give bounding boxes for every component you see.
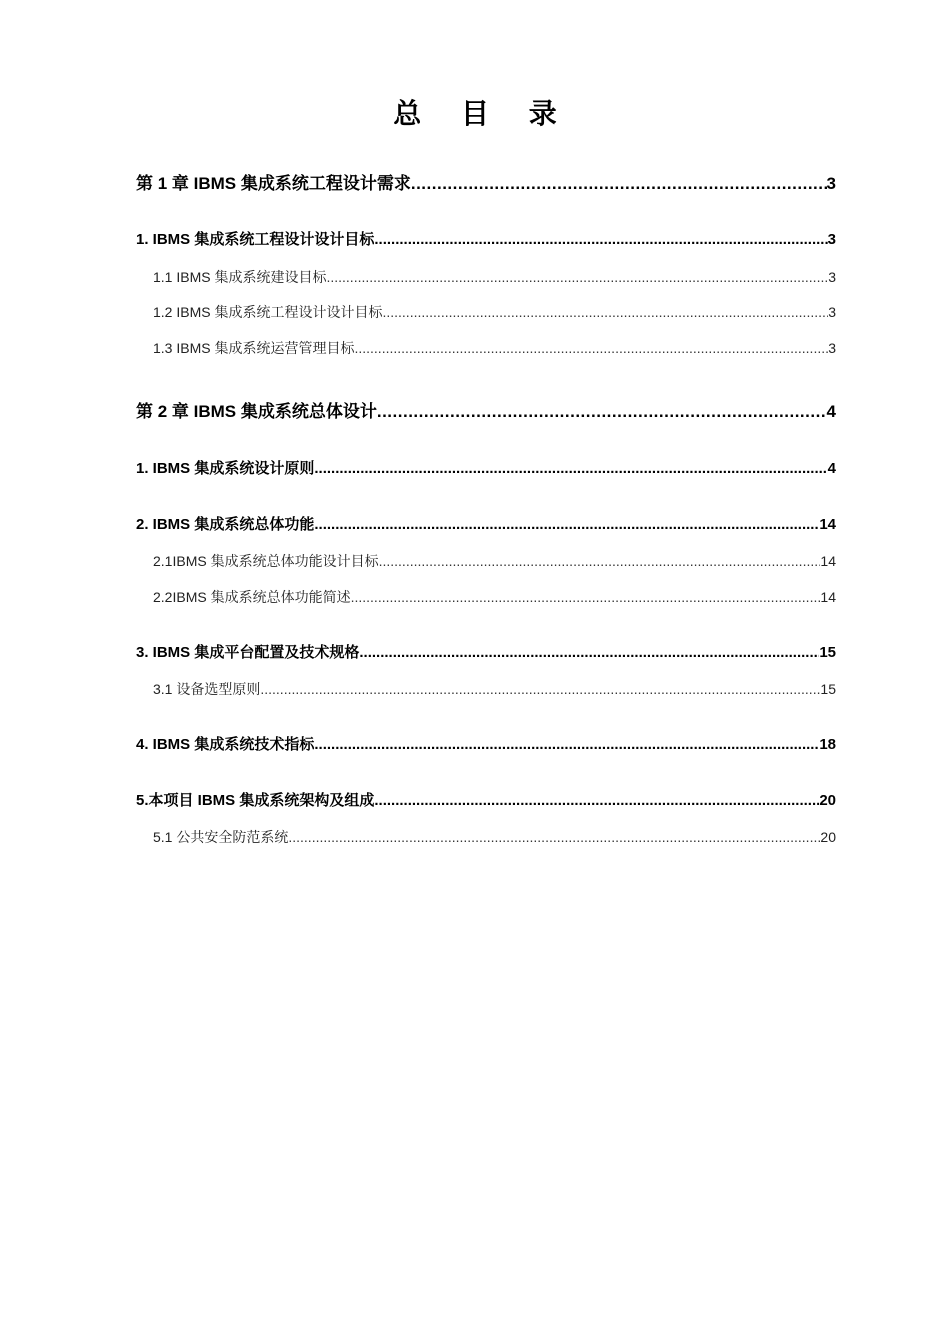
toc-subsection-2-2[interactable]: [153, 585, 836, 609]
toc-leader: [288, 825, 820, 849]
toc-section-2-4[interactable]: [136, 733, 836, 757]
toc-label: 2.2IBMS 集成系统总体功能简述: [153, 589, 351, 605]
toc-section-2-2[interactable]: [136, 513, 836, 537]
toc-chapter-2[interactable]: [136, 400, 836, 424]
toc-label: 1.1 IBMS 集成系统建设目标: [153, 269, 327, 285]
toc-chapter-1[interactable]: [136, 172, 836, 196]
toc-leader: [374, 228, 827, 252]
toc-page-number: 14: [820, 553, 836, 569]
toc-subsection-1-1[interactable]: [153, 265, 836, 289]
toc-leader: [314, 733, 819, 757]
toc-label: 1.3 IBMS 集成系统运营管理目标: [153, 340, 355, 356]
toc-label: 3. IBMS 集成平台配置及技术规格: [136, 644, 360, 661]
toc-leader: [260, 677, 820, 701]
toc-page-number: 20: [820, 829, 836, 845]
toc-page-number: 18: [819, 736, 836, 753]
toc-leader: [379, 549, 821, 573]
toc-subsection-1-2[interactable]: [153, 300, 836, 324]
toc-leader: [411, 172, 827, 196]
toc-leader: [326, 265, 828, 289]
toc-label: 5.1 公共安全防范系统: [153, 829, 289, 845]
page-title: 总 目 录: [393, 98, 573, 129]
toc-leader: [382, 300, 828, 324]
toc-label: 2.1IBMS 集成系统总体功能设计目标: [153, 553, 379, 569]
toc-subsection-5-1[interactable]: [153, 825, 836, 849]
toc-leader: [377, 400, 827, 424]
toc-leader: [359, 641, 819, 665]
toc-section-1[interactable]: [136, 228, 836, 252]
toc-label: 5.本项目 IBMS 集成系统架构及组成: [136, 792, 375, 809]
toc-label: 1. IBMS 集成系统设计原则: [136, 460, 315, 477]
toc-page-number: 3: [828, 340, 836, 356]
toc-page-number: 3: [826, 174, 836, 193]
toc-section-2-3[interactable]: [136, 641, 836, 665]
toc-page-number: 4: [826, 402, 836, 421]
toc-leader: [314, 513, 819, 537]
toc-page-number: 15: [819, 644, 836, 661]
toc-label: 第 1 章 IBMS 集成系统工程设计需求: [136, 174, 411, 193]
toc-label: 第 2 章 IBMS 集成系统总体设计: [136, 402, 377, 421]
toc-page-number: 3: [828, 304, 836, 320]
toc-page-number: 14: [819, 516, 836, 533]
toc-section-2-1[interactable]: [136, 457, 836, 481]
toc-label: 1. IBMS 集成系统工程设计设计目标: [136, 231, 375, 248]
toc-leader: [354, 336, 828, 360]
toc-section-2-5[interactable]: [136, 789, 836, 813]
toc-label: 1.2 IBMS 集成系统工程设计设计目标: [153, 304, 383, 320]
toc-subsection-3-1[interactable]: [153, 677, 836, 701]
toc-leader: [374, 789, 819, 813]
toc-page-number: 3: [828, 269, 836, 285]
toc-leader: [351, 585, 821, 609]
toc-label: 3.1 设备选型原则: [153, 681, 261, 697]
toc-label: 4. IBMS 集成系统技术指标: [136, 736, 315, 753]
toc-leader: [314, 457, 827, 481]
toc-subsection-1-3[interactable]: [153, 336, 836, 360]
toc-page-number: 3: [827, 231, 836, 248]
toc-page-number: 14: [820, 589, 836, 605]
toc-subsection-2-1[interactable]: [153, 549, 836, 573]
toc-page-number: 20: [819, 792, 836, 809]
toc-page-number: 15: [820, 681, 836, 697]
toc-page-number: 4: [827, 460, 836, 477]
toc-label: 2. IBMS 集成系统总体功能: [136, 516, 315, 533]
